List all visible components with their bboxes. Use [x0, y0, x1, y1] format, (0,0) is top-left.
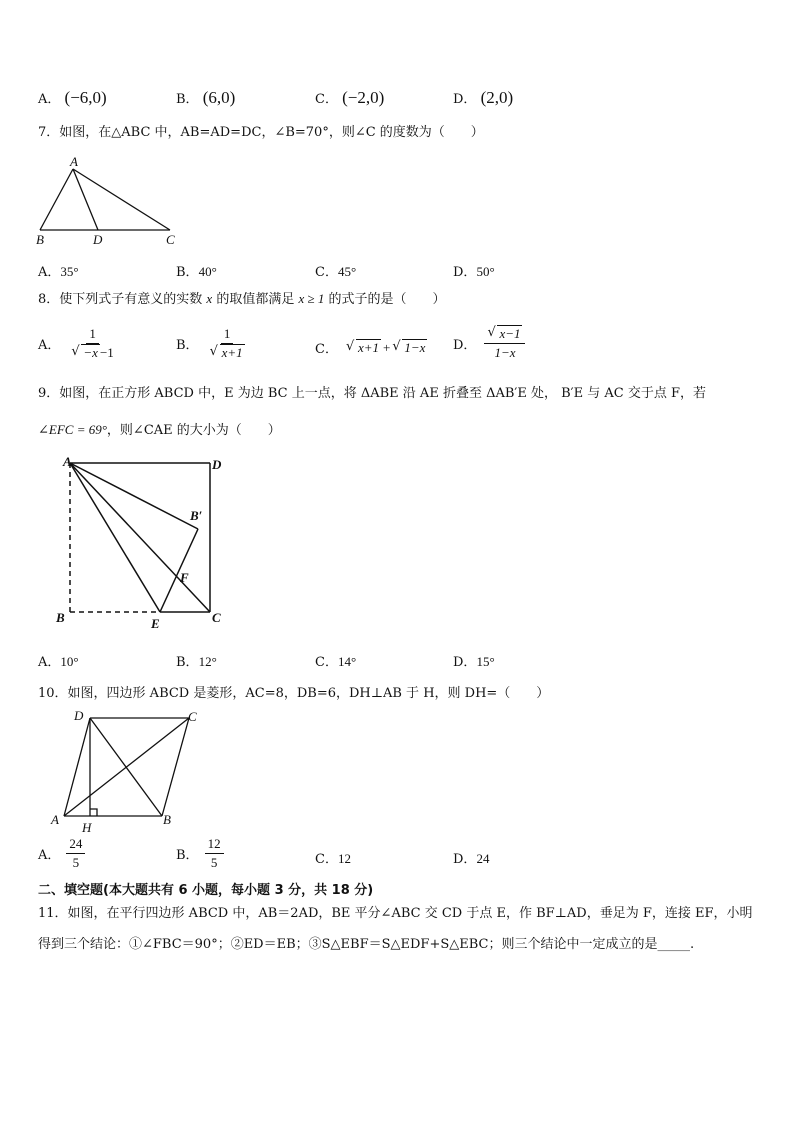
radical-2: √ 1−x: [392, 338, 426, 355]
label-b: B: [56, 610, 65, 625]
q9-square-figure: [50, 450, 240, 635]
radicand: x−1: [499, 326, 521, 341]
option-value: (−2,0): [342, 88, 385, 107]
option-letter: C．: [315, 92, 338, 107]
numerator: 24: [66, 836, 85, 854]
label-h: H: [82, 820, 92, 835]
option-value: 50°: [476, 264, 495, 279]
option-letter: B．: [176, 655, 199, 670]
label-a: A: [63, 454, 72, 469]
denominator: 5: [72, 855, 80, 870]
q11-stem-line2: 得到三个结论：①∠FBC＝90°；②ED＝EB；③S△EBF＝S△EDF+S△EBC；则三个结论中一定成立的是_____.: [38, 937, 695, 952]
q8-stem: [38, 291, 446, 308]
label-c: C: [212, 610, 221, 625]
q9-option-d: [453, 651, 495, 670]
option-letter: A．: [38, 848, 61, 863]
option-letter: B．: [176, 848, 199, 863]
q8-option-c: [315, 338, 427, 357]
option-value: 14°: [337, 654, 357, 669]
q11-stem-line1: 11．如图，在平行四边形 ABCD 中，AB＝2AD，BE 平分∠ABC 交 CD 于点 E，作 BF⊥AD，垂足为 F，连接 EF，小明: [38, 906, 753, 921]
option-value: 35°: [60, 264, 79, 279]
option-value: 10°: [60, 654, 79, 669]
option-value: (2,0): [480, 88, 514, 107]
q8-option-d: [453, 326, 525, 361]
option-letter: B．: [176, 265, 199, 280]
q6-option-d: [453, 88, 513, 108]
option-value: 12: [337, 851, 351, 866]
stem-cond: x ≥ 1: [298, 291, 325, 306]
option-fraction: [484, 326, 525, 361]
stem-suffix: 的式子的是（ ）: [328, 292, 446, 307]
radicand: −x: [83, 345, 98, 360]
q10-rhombus-figure: [45, 706, 205, 836]
q10-option-b: [176, 836, 224, 871]
angle-condition: ∠EFC = 69°: [38, 422, 107, 437]
option-letter: A．: [38, 655, 61, 670]
option-value: (6,0): [202, 88, 236, 107]
q7-option-a: [38, 261, 79, 280]
option-letter: D．: [453, 338, 477, 353]
option-letter: A．: [38, 265, 61, 280]
q10-option-d: [453, 848, 489, 867]
option-letter: C．: [315, 342, 338, 357]
denominator: 1−x: [494, 345, 516, 360]
label-a: A: [51, 812, 59, 827]
numerator: 1: [221, 326, 234, 344]
radical: √ −x: [71, 344, 98, 360]
label-b: B: [36, 232, 44, 247]
q8-option-b: [176, 326, 248, 361]
q9-stem-line2: [38, 422, 281, 439]
option-letter: A．: [38, 338, 61, 353]
q6-option-b: [176, 88, 235, 108]
radical: √ x+1: [209, 344, 243, 360]
radical-1: √ x+1: [345, 338, 379, 355]
q8-option-a: [38, 326, 117, 361]
option-fraction: [207, 326, 248, 361]
option-letter: A．: [38, 92, 61, 107]
radicand-1: x+1: [357, 339, 379, 355]
label-b: B: [163, 812, 171, 827]
q7-option-d: [453, 261, 495, 280]
label-b-prime: B′: [190, 508, 203, 523]
q9-option-b: [176, 651, 217, 670]
label-c: C: [166, 232, 175, 247]
option-letter: C．: [315, 852, 338, 867]
label-a: A: [70, 154, 78, 169]
q7-option-c: [315, 261, 356, 280]
q9-stem-line1: 9．如图，在正方形 ABCD 中，E 为边 BC 上一点，将 ΔABE 沿 AE 折叠至 ΔAB′E 处， B′E 与 AC 交于点 F，若: [38, 386, 706, 401]
denominator: 5: [210, 855, 218, 870]
option-letter: D．: [453, 265, 477, 280]
q10-stem: 10．如图，四边形 ABCD 是菱形，AC=8，DB=6，DH⊥AB 于 H，则 DH=（ ）: [38, 686, 550, 701]
option-fraction: [205, 836, 224, 871]
stem-text: ，则∠CAE 的大小为（ ）: [106, 423, 281, 438]
q7-option-b: [176, 261, 217, 280]
stem-prefix: 8．使下列式子有意义的实数: [38, 292, 203, 307]
radical: √ x−1: [487, 325, 521, 341]
option-value: 15°: [476, 654, 495, 669]
label-d: D: [93, 232, 103, 247]
label-c: C: [188, 709, 197, 724]
option-fraction: [68, 326, 116, 361]
q6-option-a: [38, 88, 107, 108]
plus-sign: +: [383, 339, 391, 355]
option-letter: C．: [315, 265, 338, 280]
q7-stem: 7．如图，在△ABC 中，AB=AD=DC，∠B=70°，则∠C 的度数为（ ）: [38, 125, 484, 140]
option-letter: D．: [453, 92, 477, 107]
option-fraction: [66, 836, 85, 871]
option-value: (−6,0): [64, 88, 107, 107]
label-d: D: [212, 457, 222, 472]
section-title: 二、填空题(本大题共有 6 小题，每小题 3 分，共 18 分): [38, 883, 374, 898]
option-letter: B．: [176, 92, 199, 107]
option-letter: B．: [176, 338, 199, 353]
q6-option-c: [315, 88, 384, 108]
option-letter: C．: [315, 655, 338, 670]
option-value: 40°: [198, 264, 217, 279]
q9-option-a: [38, 651, 79, 670]
option-letter: D．: [453, 852, 477, 867]
label-d: D: [74, 708, 84, 723]
label-e: E: [151, 616, 160, 631]
q10-option-a: [38, 836, 85, 871]
option-value: 45°: [337, 264, 357, 279]
option-letter: D．: [453, 655, 477, 670]
stem-var: x: [206, 291, 213, 306]
q10-option-c: [315, 848, 351, 867]
numerator: 1: [86, 326, 99, 344]
option-value: 12°: [198, 654, 217, 669]
stem-mid: 的取值都满足: [216, 292, 295, 307]
option-value: 24: [476, 851, 490, 866]
radicand-2: 1−x: [404, 339, 426, 355]
q9-option-c: [315, 651, 356, 670]
numerator: 12: [205, 836, 224, 854]
label-f: F: [180, 570, 189, 585]
tail: −1: [99, 345, 114, 360]
radicand: x+1: [221, 345, 243, 360]
q7-triangle-figure: [30, 152, 190, 247]
